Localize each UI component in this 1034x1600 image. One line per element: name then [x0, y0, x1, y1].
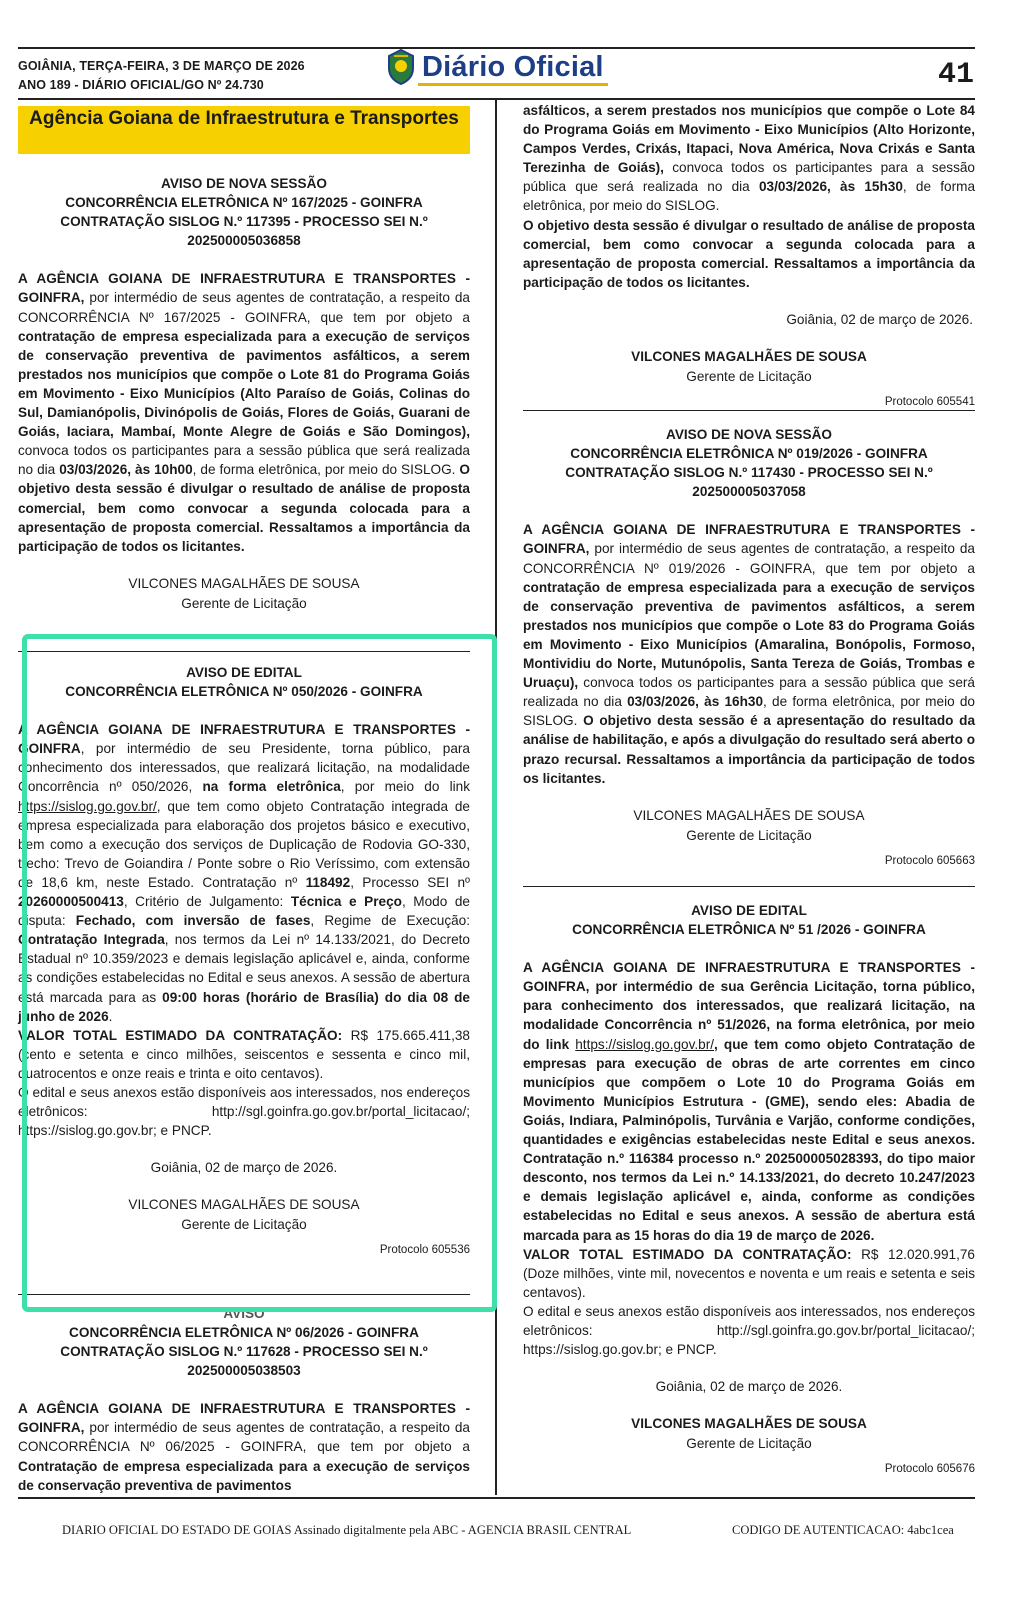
notice-subtitle: CONCORRÊNCIA ELETRÔNICA Nº 06/2026 - GOINFRA	[69, 1325, 419, 1340]
protocol-number: Protocolo 605676	[884, 1463, 975, 1476]
notice-nova-sessao-019	[523, 425, 975, 871]
notice-body: A AGÊNCIA GOIANA DE INFRAESTRUTURA E TRANSPORTES - GOINFRA, por intermédio de seus agentes de contratação, a respeito da CONCORRÊNCIA Nº 167/2025 - GOINFRA, que tem por objeto a contratação de empresa especializada para a execução de serviços de conservação preventiva de pavimentos asfálticos, a serem prestados nos municípios que compõe o Lote 81 do Programa Goiás em Movimento - Eixo Municípios (Alto Paraíso de Goiás, Colinas do Sul, Damianópolis, Divinópolis de Goiás, Flores de Goiás, Guarani de Goiás, Iaciara, Mambaí, Monte Alegre de Goiás e São Domingos), convoca todos os participantes para a sessão pública que será realizada no dia 03/03/2026, às 10h00, de forma eletrônica, por meio do SISLOG. O objetivo desta sessão é divulgar o resultado de análise de proposta comercial, bem como convocar a segunda colocada para a apresentação de proposta comercial. Ressaltamos a importância da participação de todos os licitantes.	[18, 271, 470, 554]
notice-body: A AGÊNCIA GOIANA DE INFRAESTRUTURA E TRANSPORTES - GOINFRA, por intermédio de seu Presidente, torna público, para conhecimento dos interessados, que realizará licitação, na modalidade Concorrência nº 050/2026, na forma eletrônica, por meio do link https://sislog.go.gov.br/, que tem como objeto Contratação integrada de empresa especializada para elaboração dos projetos básico e executivo, bem como a execução dos serviços de Duplicação de Rodovia GO-330, trecho: Trevo de Goiandira / Ponte sobre o Rio Veríssimo, com extensão de 18,6 km, neste Estado. Contratação nº 118492, Processo SEI nº 20260000500413, Critério de Julgamento: Técnica e Preço, Modo de disputa: Fechado, com inversão de fases, Regime de Execução: Contratação Integrada, nos termos da Lei nº 14.133/2021, do Decreto Estadual nº 10.359/2023 e demais legislação aplicável e, ainda, conforme as condições estabelecidas no Edital e seus anexos. A sessão de abertura está marcada para as 09:00 horas (horário de Brasília) do dia 08 de junho de 2026.	[18, 722, 471, 1024]
signature-role: Gerente de Licitação	[686, 827, 812, 843]
notice-nova-sessao-06	[18, 1304, 470, 1495]
notice-title: AVISO DE EDITAL	[186, 665, 302, 680]
notice-value: VALOR TOTAL ESTIMADO DA CONTRATAÇÃO: R$ 175.665.411,38 (cento e setenta e cinco milhões, seiscentos e sessenta e cinco mil, quatrocentos e onze reais e trinta e oito centavos).	[18, 1027, 470, 1081]
notice-subtitle: CONCORRÊNCIA ELETRÔNICA Nº 050/2026 - GOINFRA	[65, 684, 423, 700]
logo-underline	[418, 83, 608, 86]
signature-name: VILCONES MAGALHÃES DE SOUSA	[631, 1416, 867, 1432]
notice-title-cut: AVISO	[223, 1306, 265, 1321]
notice-subtitle: CONCORRÊNCIA ELETRÔNICA Nº 51 /2026 - GOINFRA	[572, 922, 926, 938]
logo-text: Diário Oficial	[422, 50, 604, 83]
notice-subtitle-3: 202500005037058	[692, 484, 806, 500]
signature-name: VILCONES MAGALHÃES DE SOUSA	[631, 349, 867, 365]
footer-auth-code: CODIGO DE AUTENTICACAO: 4abc1cea	[732, 1523, 954, 1537]
notice-availability: O edital e seus anexos estão disponíveis aos interessados, nos endereços eletrônicos: http://sgl.goinfra.go.gov.br/portal_licitacao/; https://sislog.go.gov.br; e PNCP.	[18, 1084, 470, 1139]
protocol-number: Protocolo 605536	[379, 1244, 470, 1257]
notice-title: AVISO DE NOVA SESSÃO	[666, 427, 832, 442]
notice-date: Goiânia, 02 de março de 2026.	[655, 1379, 843, 1395]
notice-objective: O objetivo desta sessão é divulgar o resultado de análise de proposta comercial, bem como convocar a segunda colocada para a apresentação de proposta comercial. Ressaltamos a importância da participação de todos os licitantes.	[523, 217, 975, 290]
agency-title: Agência Goiana de Infraestrutura e Transportes	[29, 108, 459, 129]
notice-date: Goiânia, 02 de março de 2026.	[786, 311, 973, 327]
header-info	[18, 57, 305, 95]
signature-role: Gerente de Licitação	[181, 595, 307, 611]
notice-subtitle: CONCORRÊNCIA ELETRÔNICA Nº 167/2025 - GOINFRA	[65, 195, 423, 211]
notice-nova-sessao-167	[18, 174, 470, 614]
notice-date: Goiânia, 02 de março de 2026.	[150, 1160, 338, 1176]
notice-subtitle: CONCORRÊNCIA ELETRÔNICA Nº 019/2026 - GOINFRA	[570, 446, 928, 462]
signature-block	[18, 574, 470, 614]
header-date: GOIÂNIA, TERÇA-FEIRA, 3 DE MARÇO DE 2026	[18, 59, 305, 73]
sislog-link[interactable]: https://sislog.go.gov.br/	[575, 1036, 715, 1052]
signature-block	[523, 1414, 975, 1454]
signature-name: VILCONES MAGALHÃES DE SOUSA	[128, 575, 360, 591]
footer-signature-text: DIARIO OFICIAL DO ESTADO DE GOIAS Assinado digitalmente pela ABC - AGENCIA BRASIL CENTRAL	[62, 1523, 632, 1537]
notice-value: VALOR TOTAL ESTIMADO DA CONTRATAÇÃO: R$ 12.020.991,76 (Doze milhões, vinte mil, novecentos e noventa e um reais e setenta e seis centavos).	[523, 1246, 975, 1300]
signature-name: VILCONES MAGALHÃES DE SOUSA	[633, 807, 865, 823]
footer-rule	[18, 1497, 975, 1499]
protocol-number: Protocolo 605663	[884, 854, 975, 867]
section-rule	[523, 886, 975, 887]
green-highlight-box	[22, 634, 497, 1312]
signature-role: Gerente de Licitação	[686, 1436, 812, 1452]
notice-body: A AGÊNCIA GOIANA DE INFRAESTRUTURA E TRANSPORTES - GOINFRA, por intermédio de sua Gerência Licitação, torna público, para conhecimento dos interessados, que realizará licitação, na modalidade Concorrência nº 51/2026, na forma eletrônica, por meio do link https://sislog.go.gov.br/, que tem como objeto Contratação de empresas para execução de obras de arte correntes em cinco municípios que compõem o Lote 10 do Programa Goiás em Movimento Municípios Estrutura - (GME), sendo eles: Abadia de Goiás, Indiara, Palminópolis, Turvânia e Varjão, conforme condições, quantidades e exigências estabelecidas neste Edital e seus anexos. Contratação n.º 116384 processo n.º 202500005028393, do tipo maior desconto, nos termos da Lei n.º 14.133/2021, do decreto 10.247/2023 e demais legislação aplicável e, ainda, conforme as condições estabelecidas no Edital e seus anexos. A sessão de abertura está marcada para as 15 horas do dia 19 de março de 2026.	[523, 960, 976, 1243]
protocol-number: Protocolo 605541	[884, 396, 975, 409]
notice-title: AVISO DE NOVA SESSÃO	[161, 176, 327, 191]
notice-subtitle-3: 202500005038503	[187, 1363, 301, 1379]
notice-availability: O edital e seus anexos estão disponíveis aos interessados, nos endereços eletrônicos: http://sgl.goinfra.go.gov.br/portal_licitacao/; https://sislog.go.gov.br; e PNCP.	[523, 1303, 975, 1358]
notice-subtitle-3: 202500005036858	[187, 233, 301, 249]
notice-nova-sessao-167-cont	[523, 101, 975, 412]
coat-of-arms-icon	[386, 48, 416, 86]
page-number: 41	[937, 58, 974, 92]
notice-body: A AGÊNCIA GOIANA DE INFRAESTRUTURA E TRANSPORTES - GOINFRA, por intermédio de seus agentes de contratação, a respeito da CONCORRÊNCIA Nº 06/2025 - GOINFRA, que tem por objeto a Contratação de empresa especializada para a execução de serviços de conservação preventiva de pavimentos	[18, 1401, 470, 1493]
header-edition: ANO 189 - DIÁRIO OFICIAL/GO Nº 24.730	[18, 78, 264, 92]
notice-subtitle-2: CONTRATAÇÃO SISLOG N.º 117628 - PROCESSO SEI N.º	[60, 1344, 428, 1360]
notice-body: asfálticos, a serem prestados nos municípios que compõe o Lote 84 do Programa Goiás em Movimento - Eixo Municípios (Alto Horizonte, Campos Verdes, Crixás, Itapaci, Nova América, Nova Crixás e Santa Terezinha de Goiás), convoca todos os participantes para a sessão pública que será realizada no dia 03/03/2026, às 15h30, de forma eletrônica, por meio do SISLOG.	[523, 103, 976, 214]
diario-oficial-logo	[386, 48, 604, 86]
notice-body: A AGÊNCIA GOIANA DE INFRAESTRUTURA E TRANSPORTES - GOINFRA, por intermédio de seus agentes de contratação, a respeito da CONCORRÊNCIA Nº 019/2026 - GOINFRA, que tem por objeto a contratação de empresa especializada para a execução de serviços de conservação preventiva de pavimentos asfálticos, a serem prestados nos municípios que compõe o Lote 83 do Programa Goiás em Movimento - Eixo Municípios (Amaralina, Bonópolis, Formoso, Montividiu do Norte, Mutunópolis, Santa Tereza de Goiás, Trombas e Uruaçu), convoca todos os participantes para a sessão pública que será realizada no dia 03/03/2026, às 16h30, de forma eletrônica, por meio do SISLOG. O objetivo desta sessão é a apresentação do resultado da análise de habilitação, e após a divulgação do resultado será aberto o prazo recursal. Ressaltamos a importância da participação de todos os licitantes.	[523, 522, 976, 786]
section-rule	[523, 410, 975, 411]
signature-name: VILCONES MAGALHÃES DE SOUSA	[128, 1197, 360, 1213]
signature-block	[523, 806, 975, 846]
notice-subtitle-2: CONTRATAÇÃO SISLOG N.º 117395 - PROCESSO SEI N.º	[60, 214, 428, 230]
notice-edital-51	[523, 901, 975, 1479]
sislog-link[interactable]: https://sislog.go.gov.br/	[18, 798, 157, 814]
signature-role: Gerente de Licitação	[181, 1217, 307, 1233]
signature-role: Gerente de Licitação	[686, 369, 812, 385]
notice-title: AVISO DE EDITAL	[691, 903, 807, 918]
notice-subtitle-2: CONTRATAÇÃO SISLOG N.º 117430 - PROCESSO SEI N.º	[565, 465, 933, 481]
header-rule	[18, 98, 975, 100]
